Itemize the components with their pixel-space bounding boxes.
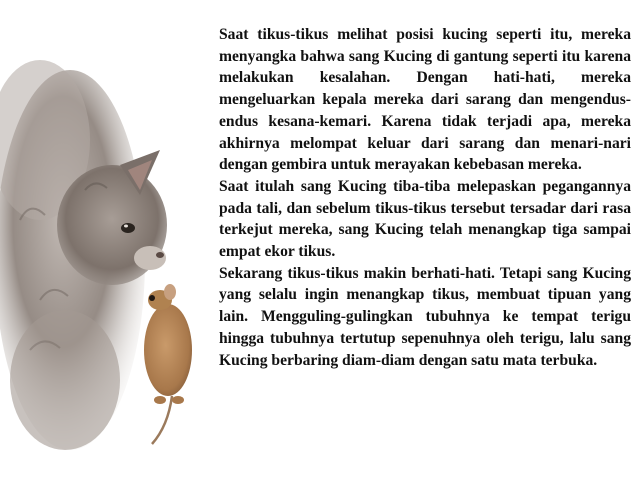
story-text xyxy=(219,24,631,371)
story-paragraph: Saat tikus-tikus melihat posisi kucing seperti itu, mereka menyangka bahwa sang Kucing di gantung seperti itu karena melakukan kesalahan. Dengan hati-hati, mereka mengeluarkan kepala mereka dari sarang dan mengendus-endus kesana-kemari. Karena tidak terjadi apa, mereka akhirnya melompat keluar dari sarang dan menari-nari dengan gembira untuk merayakan kebebasan mereka. xyxy=(219,26,631,174)
cat-and-mouse-illustration xyxy=(0,0,215,479)
cat xyxy=(0,60,167,450)
story-paragraph: Saat itulah sang Kucing tiba-tiba melepaskan pegangannya pada tali, dan sebelum tikus-tikus tersebut tersadar dari rasa terkejut mereka, sang Kucing telah menangkap tiga sampai empat ekor tikus. xyxy=(219,177,631,261)
story-paragraph: Sekarang tikus-tikus makin berhati-hati. Tetapi sang Kucing yang selalu ingin menangkap tikus, membuat tipuan yang lain. Mengguling-gulingkan tubuhnya ke tempat terigu hingga tubuhnya tertutup sepenuhnya oleh terigu, lalu sang Kucing berbaring diam-diam dengan satu mata terbuka. xyxy=(219,264,631,369)
mouse xyxy=(144,284,192,444)
